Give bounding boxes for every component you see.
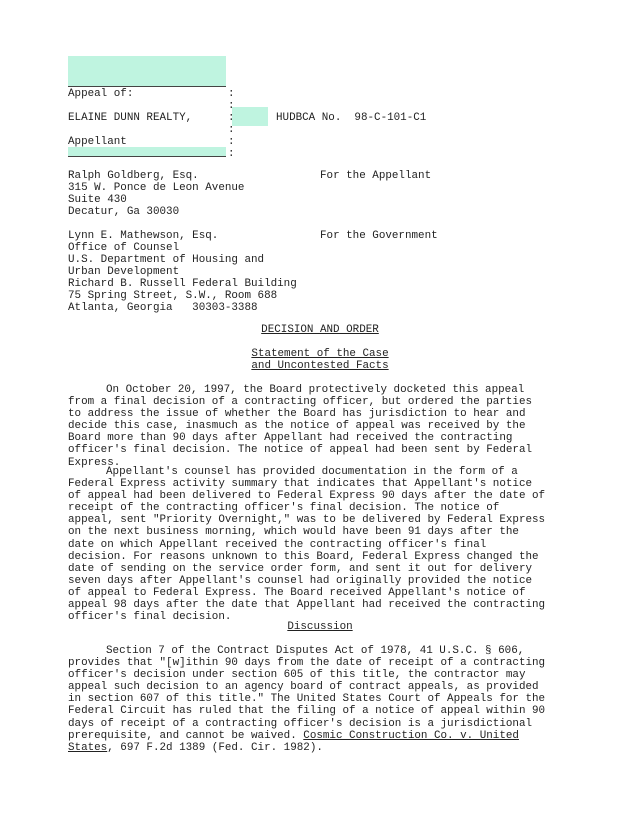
caption-colon: :: [228, 136, 235, 148]
counsel-line: 315 W. Ponce de Leon Avenue: [68, 182, 245, 194]
counsel-line: Suite 430: [68, 194, 127, 206]
counsel-role: For the Appellant: [320, 170, 432, 182]
counsel-line: Urban Development: [68, 266, 180, 278]
paragraph-3: [68, 645, 548, 754]
counsel-line: Decatur, Ga 30030: [68, 206, 180, 218]
counsel-role: For the Government: [320, 230, 438, 242]
paragraph-2-text: Appellant's counsel has provided documentation in the form of a Federal Express activity summary that indicates that Appellant's notice of appeal had been delivered to Federal Express 90 days after the date of receipt of the contracting officer's final decision. The notice of appeal, sent "Priority Overnight," was to be delivered by Federal Express on the next business morning, which would have been 91 days after the date on which Appellant received the contracting officer's final decision. For reasons unknown to this Board, Federal Express changed the date of sending on the service order form, and sent it out for delivery seven days after Appellant's counsel had originally provided the notice of appeal to Federal Express. The Board received Appellant's notice of appeal 98 days after the date that Appellant had received the contracting officer's final decision.: [68, 466, 546, 624]
appellant-label: Appellant: [68, 136, 127, 148]
caption-rule-bottom: [68, 156, 226, 157]
caption-colon: :: [228, 100, 235, 112]
paragraph-1-text: On October 20, 1997, the Board protectively docketed this appeal from a final decision of a contracting officer, but ordered the parties to address the issue of whether the Board has jurisdiction to hear and decide this case, inasmuch as the notice of appeal was received by the Board more than 90 days after Appellant had received the contracting officer's final decision. The notice of appeal had been sent by Federal Express.: [68, 384, 533, 469]
section-heading-line1: Statement of the Case: [251, 348, 389, 360]
paragraph-2: [68, 466, 548, 623]
counsel-line: U.S. Department of Housing and: [68, 254, 265, 266]
caption-highlight-docket: [232, 107, 268, 126]
docket-number: HUDBCA No. 98-C-101-C1: [276, 112, 427, 124]
caption-colon: :: [228, 148, 235, 160]
caption-colon: :: [228, 124, 235, 136]
case-citation: Cosmic Construction Co. v. United States: [68, 729, 519, 754]
caption-rule-top: [68, 86, 226, 87]
paragraph-1: [68, 384, 548, 469]
paragraph-3-tail: , 697 F.2d 1389 (Fed. Cir. 1982).: [107, 741, 323, 754]
discussion-heading: Discussion: [287, 621, 353, 633]
caption-colon: :: [228, 88, 235, 100]
counsel-line: Lynn E. Mathewson, Esq.: [68, 230, 219, 242]
caption-highlight-top: [68, 56, 226, 87]
appeal-of-label: Appeal of:: [68, 88, 134, 100]
counsel-line: 75 Spring Street, S.W., Room 688: [68, 290, 278, 302]
counsel-line: Atlanta, Georgia 30303-3388: [68, 302, 258, 314]
caption-colon: :: [228, 112, 235, 124]
paragraph-3-text: Section 7 of the Contract Disputes Act of 1978, 41 U.S.C. § 606, provides that "[w]ithin 90 days from the date of receipt of a contracting officer's decision under section 605 of this title, the contractor may appeal such decision to an agency board of contract appeals, as provided in section 607 of this title." The United States Court of Appeals for the Federal Circuit has ruled that the filing of a notice of appeal within 90 days of receipt of a contracting officer's decision is a jurisdictional prerequisite, and cannot be waived.: [68, 645, 546, 742]
section-heading-line2: and Uncontested Facts: [251, 360, 389, 372]
counsel-line: Richard B. Russell Federal Building: [68, 278, 297, 290]
counsel-line: Ralph Goldberg, Esq.: [68, 170, 199, 182]
counsel-line: Office of Counsel: [68, 242, 180, 254]
decision-title: DECISION AND ORDER: [261, 324, 379, 336]
party-name: ELAINE DUNN REALTY,: [68, 112, 193, 124]
